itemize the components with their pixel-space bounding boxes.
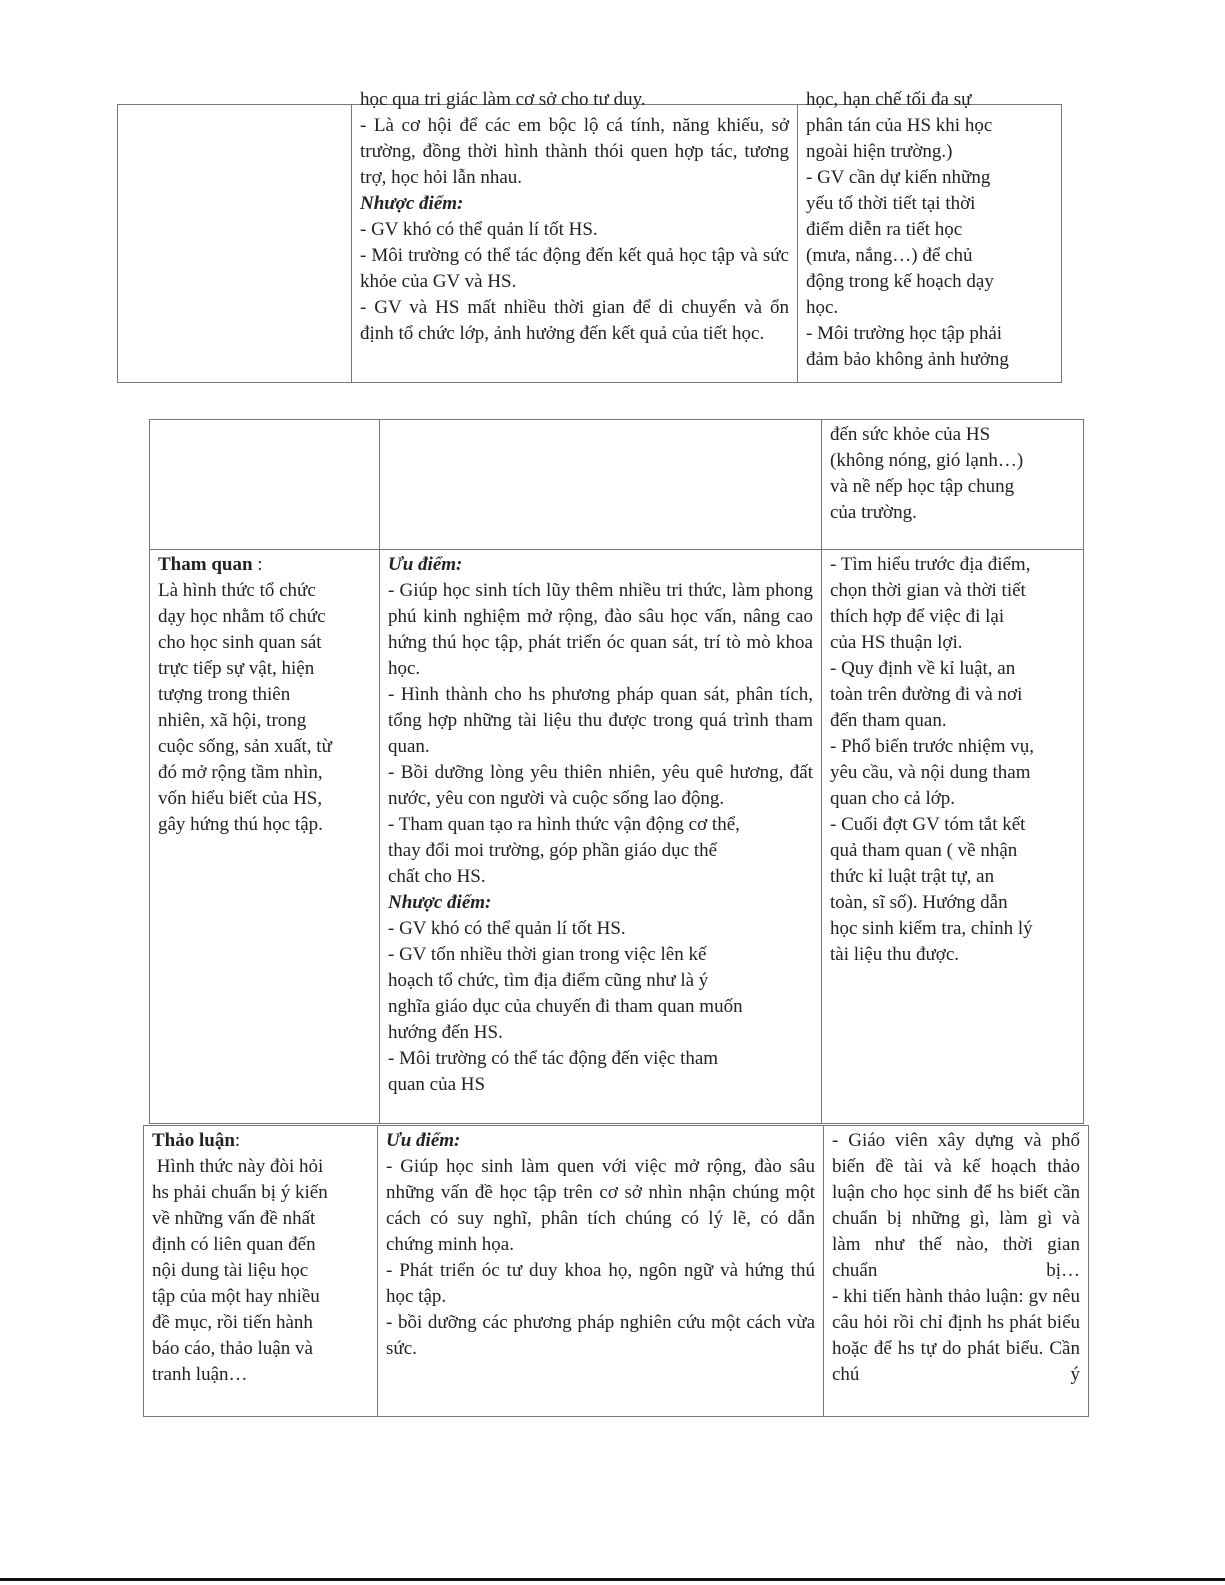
table-row bbox=[150, 550, 1084, 1124]
method-title: Thảo luận bbox=[152, 1130, 235, 1151]
clipped-line: học, hạn chế tối đa sự bbox=[806, 89, 972, 110]
text-line: - Tìm hiểu trước địa điểm, bbox=[830, 554, 1031, 575]
drawback-heading: Nhược điểm: bbox=[360, 193, 464, 214]
text-line: - Là cơ hội để các em bộc lộ cá tính, năng khiếu, sở trường, đồng thời hình thành thói quen hợp tác, tương trợ, học hỏi lẫn nhau. bbox=[360, 115, 789, 188]
title-suffix: : bbox=[234, 1130, 241, 1151]
tham-quan-definition-cell bbox=[150, 550, 380, 1124]
clipped-line: học qua tri giác làm cơ sở cho tư duy. bbox=[360, 89, 646, 110]
tham-quan-pros-cons-cell bbox=[380, 550, 822, 1124]
text-line: thay đổi moi trường, góp phần giáo dục thể bbox=[388, 840, 718, 861]
title-suffix: : bbox=[252, 554, 263, 575]
text-line: - Hình thành cho hs phương pháp quan sát, phân tích, tổng hợp những tài liệu thu được trong quá trình tham quan. bbox=[388, 684, 813, 757]
outdoor-advantages-cell bbox=[352, 89, 798, 383]
text-line: hs phải chuẩn bị ý kiến bbox=[152, 1182, 328, 1203]
text-line: - GV cần dự kiến những bbox=[806, 167, 991, 188]
text-line: trực tiếp sự vật, hiện bbox=[158, 658, 315, 679]
text-line: - GV tốn nhiều thời gian trong việc lên kế bbox=[388, 944, 707, 965]
text-line: (mưa, nắng…) để chủ bbox=[806, 245, 973, 266]
text-line: - khi tiến hành thảo luận: gv nêu câu hỏi rồi chỉ định hs phát biểu hoặc để hs tự do phát biểu. Cần chú ý bbox=[832, 1286, 1080, 1385]
text-line: nhiên, xã hội, trong bbox=[158, 710, 307, 731]
notes-clip bbox=[832, 1128, 1080, 1414]
text-line: - GV và HS mất nhiều thời gian để di chuyển và ổn định tổ chức lớp, ảnh hưởng đến kết quả của tiết học. bbox=[360, 297, 789, 344]
text-line: - Môi trường có thể tác động đến việc tham bbox=[388, 1048, 719, 1069]
drawback-heading: Nhược điểm: bbox=[388, 892, 492, 913]
text-line: định có liên quan đến bbox=[152, 1234, 316, 1255]
outdoor-notes-cell bbox=[798, 89, 1062, 383]
text-line: động trong kế hoạch dạy bbox=[806, 271, 994, 292]
table-cell-empty bbox=[118, 105, 352, 383]
text-line: hướng đến HS. bbox=[388, 1022, 503, 1043]
text-line: - Phát triển óc tư duy khoa họ, ngôn ngữ và hứng thú học tập. bbox=[386, 1260, 815, 1307]
tham-quan-notes-cell bbox=[822, 550, 1084, 1124]
text-line: yêu cầu, và nội dung tham bbox=[830, 762, 1031, 783]
thao-luan-notes-cell bbox=[824, 1126, 1089, 1417]
text-line: Hình thức này đòi hỏi bbox=[152, 1156, 324, 1177]
text-line: cuộc sống, sản xuất, từ bbox=[158, 736, 332, 757]
text-line: yếu tố thời tiết tại thời bbox=[806, 193, 976, 214]
text-line: - Môi trường học tập phải bbox=[806, 323, 1003, 344]
page-bottom-rule bbox=[0, 1578, 1225, 1581]
table-cell-empty bbox=[150, 420, 380, 550]
text-line: hoạch tổ chức, tìm địa điểm cũng như là ý bbox=[388, 970, 709, 991]
text-line: điểm diễn ra tiết học bbox=[806, 219, 963, 240]
text-line: - GV khó có thể quản lí tốt HS. bbox=[388, 918, 626, 939]
text-line: chọn thời gian và thời tiết bbox=[830, 580, 1026, 601]
text-line: dạy học nhằm tổ chức bbox=[158, 606, 326, 627]
text-line: chất cho HS. bbox=[388, 866, 486, 887]
text-line: tập của một hay nhiều bbox=[152, 1286, 320, 1307]
table-cell-empty bbox=[380, 420, 822, 550]
text-line: nghĩa giáo dục của chuyến đi tham quan muốn bbox=[388, 996, 743, 1017]
text-line: của HS thuận lợi. bbox=[830, 632, 963, 653]
text-line: quan cho cả lớp. bbox=[830, 788, 956, 809]
text-line: - Cuối đợt GV tóm tắt kết bbox=[830, 814, 1026, 835]
table-row bbox=[118, 105, 1062, 383]
text-line: đến tham quan. bbox=[830, 710, 947, 731]
table-thao-luan bbox=[143, 1125, 1089, 1417]
text-line: toàn trên đường đi và nơi bbox=[830, 684, 1023, 705]
text-line: học. bbox=[806, 297, 839, 318]
advantage-heading: Ưu điểm: bbox=[386, 1130, 461, 1151]
text-line: - GV khó có thể quản lí tốt HS. bbox=[360, 219, 598, 240]
text-line: - Giáo viên xây dựng và phổ biến đề tài và kế hoạch thảo luận cho học sinh để hs biết cần chuẩn bị những gì, làm gì và làm như thế nào, thời gian chuẩn bị… bbox=[832, 1130, 1080, 1281]
text-line: - Phổ biến trước nhiệm vụ, bbox=[830, 736, 1034, 757]
text-line: về những vấn đề nhất bbox=[152, 1208, 316, 1229]
text-line: tượng trong thiên bbox=[158, 684, 291, 705]
text-line: - Giúp học sinh tích lũy thêm nhiều tri thức, làm phong phú kinh nghiệm mở rộng, đào sâu học vấn, nâng cao hứng thú học tập, phát triển óc quan sát, trí tò mò khoa học. bbox=[388, 580, 813, 679]
text-line: quả tham quan ( về nhận bbox=[830, 840, 1018, 861]
text-line: thức kỉ luật trật tự, an bbox=[830, 866, 995, 887]
text-line: Là hình thức tổ chức bbox=[158, 580, 316, 601]
thao-luan-definition-cell bbox=[144, 1126, 378, 1417]
table-row bbox=[150, 420, 1084, 550]
text-line: đề mục, rồi tiến hành bbox=[152, 1312, 313, 1333]
text-line: báo cáo, thảo luận và bbox=[152, 1338, 313, 1359]
text-line: thích hợp để việc đi lại bbox=[830, 606, 1005, 627]
text-line: đến sức khỏe của HS bbox=[830, 424, 991, 445]
advantage-heading: Ưu điểm: bbox=[388, 554, 463, 575]
text-line: của trường. bbox=[830, 502, 917, 523]
text-line: vốn hiểu biết của HS, bbox=[158, 788, 323, 809]
continued-notes-cell bbox=[822, 420, 1084, 550]
text-line: - bồi dưỡng các phương pháp nghiên cứu một cách vừa sức. bbox=[386, 1312, 815, 1359]
method-title: Tham quan bbox=[158, 554, 253, 575]
text-line: và nề nếp học tập chung bbox=[830, 476, 1015, 497]
text-line: tranh luận… bbox=[152, 1364, 248, 1385]
text-line: ngoài hiện trường.) bbox=[806, 141, 953, 162]
text-line: - Môi trường có thể tác động đến kết quả học tập và sức khỏe của GV và HS. bbox=[360, 245, 789, 292]
table-tham-quan bbox=[149, 419, 1084, 1124]
text-line: đó mở rộng tầm nhìn, bbox=[158, 762, 323, 783]
text-line: - Tham quan tạo ra hình thức vận động cơ thể, bbox=[388, 814, 740, 835]
thao-luan-pros-cell bbox=[378, 1126, 824, 1417]
text-line: - Giúp học sinh làm quen với việc mở rộng, đào sâu những vấn đề học tập trên cơ sở nhìn nhận chúng một cách có suy nghĩ, phân tích chúng có lý lẽ, có dẫn chứng minh họa. bbox=[386, 1156, 815, 1255]
text-line: - Bồi dưỡng lòng yêu thiên nhiên, yêu quê hương, đất nước, yêu con người và cuộc sống lao động. bbox=[388, 762, 813, 809]
table-row bbox=[144, 1126, 1089, 1417]
text-line: phân tán của HS khi học bbox=[806, 115, 993, 136]
text-line: gây hứng thú học tập. bbox=[158, 814, 323, 835]
text-line: toàn, sĩ số). Hướng dẫn bbox=[830, 892, 1008, 913]
table-fragment-top bbox=[117, 89, 1062, 383]
text-line: đảm bảo không ảnh hưởng bbox=[806, 349, 1009, 370]
text-line: học sinh kiểm tra, chỉnh lý bbox=[830, 918, 1033, 939]
text-line: tài liệu thu được. bbox=[830, 944, 960, 965]
text-line: nội dung tài liệu học bbox=[152, 1260, 309, 1281]
text-line: (không nóng, gió lạnh…) bbox=[830, 450, 1024, 471]
text-line: - Quy định về kỉ luật, an bbox=[830, 658, 1016, 679]
text-line: cho học sinh quan sát bbox=[158, 632, 322, 653]
text-line: quan của HS bbox=[388, 1074, 486, 1095]
